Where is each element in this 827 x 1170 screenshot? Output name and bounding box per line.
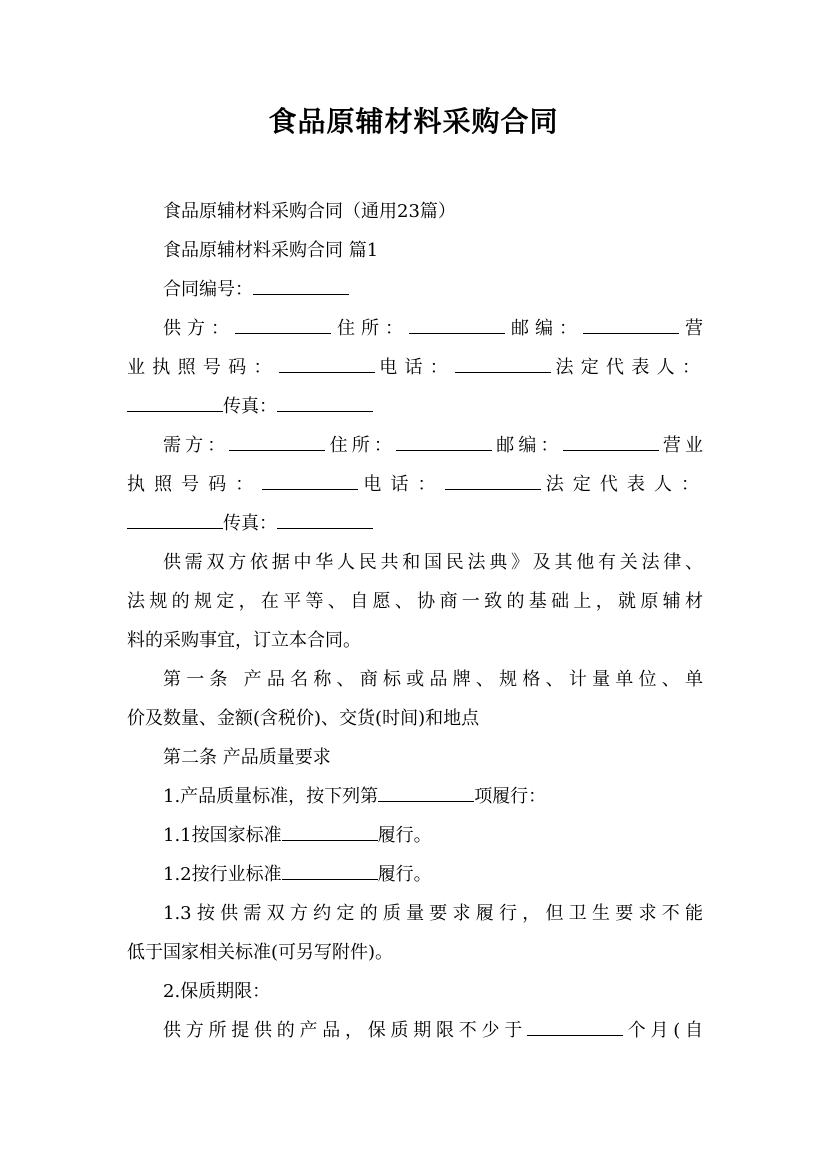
text: 1.1按国家标准 xyxy=(163,825,282,846)
fax-label: 传真： xyxy=(223,513,277,534)
postcode-label: 邮编： xyxy=(492,435,563,456)
blank xyxy=(262,472,358,490)
text: 履行。 xyxy=(377,825,432,846)
basis-line-3: 料的采购事宜，订立本合同。 xyxy=(127,630,361,651)
phone-label: 电话： xyxy=(358,474,445,495)
fax-label: 传真： xyxy=(223,396,277,417)
blank xyxy=(563,433,659,451)
address-label: 住所： xyxy=(325,435,397,456)
address-label: 住所： xyxy=(331,318,409,339)
section-heading: 食品原辅材料采购合同 篇1 xyxy=(163,240,379,261)
buyer-line-1 xyxy=(127,426,703,465)
blank xyxy=(277,394,373,412)
blank xyxy=(127,394,223,412)
legal-rep-label: 法定代表人： xyxy=(551,357,703,378)
blank xyxy=(282,823,378,841)
license-label-rest: 执照号码： xyxy=(127,474,263,495)
license-label-rest: 业执照号码： xyxy=(127,357,279,378)
supplier-line-1 xyxy=(127,309,703,348)
basis-line-2: 法规的规定，在平等、自愿、协商一致的基础上，就原辅材 xyxy=(127,591,703,612)
blank xyxy=(409,316,505,334)
shelf-life-line xyxy=(127,1011,703,1050)
agreed-standard-line-1: 1.3按供需双方约定的质量要求履行，但卫生要求不能 xyxy=(163,903,703,924)
contract-number-blank xyxy=(253,277,349,295)
license-label-part: 营 xyxy=(679,318,703,339)
industry-standard-line xyxy=(127,855,703,894)
text: 个月(自 xyxy=(622,1020,704,1041)
article-2-heading: 第二条 产品质量要求 xyxy=(163,747,331,768)
basis-line-1: 供需双方依据中华人民共和国民法典》及其他有关法律、 xyxy=(163,552,703,573)
blank xyxy=(378,784,474,802)
contract-number-line xyxy=(127,270,703,309)
legal-rep-label: 法定代表人： xyxy=(540,474,704,495)
supplier-line-3 xyxy=(127,387,703,426)
blank xyxy=(396,433,492,451)
text: 1.2按行业标准 xyxy=(163,864,282,885)
text: 履行。 xyxy=(377,864,432,885)
postcode-label: 邮编： xyxy=(505,318,583,339)
blank xyxy=(455,355,551,373)
blank xyxy=(277,511,373,529)
text: 供方所提供的产品，保质期限不少于 xyxy=(163,1020,527,1041)
contract-number-label: 合同编号： xyxy=(163,279,253,300)
phone-label: 电话： xyxy=(374,357,456,378)
text: 1.产品质量标准，按下列第 xyxy=(163,786,379,807)
agreed-standard-line-2: 低于国家相关标准(可另写附件)。 xyxy=(127,942,394,963)
blank xyxy=(583,316,679,334)
blank xyxy=(229,433,325,451)
blank xyxy=(279,355,375,373)
buyer-line-2 xyxy=(127,465,703,504)
blank xyxy=(127,511,223,529)
article-1-line-1: 第一条 产品名称、商标或品牌、规格、计量单位、单 xyxy=(163,669,703,690)
license-label-part: 营业 xyxy=(658,435,704,456)
document-title: 食品原辅材料采购合同 xyxy=(268,105,559,138)
blank xyxy=(527,1018,623,1036)
blank xyxy=(282,862,378,880)
quality-standard-line xyxy=(127,777,703,816)
document-body xyxy=(127,192,703,1050)
blank xyxy=(235,316,331,334)
buyer-line-3 xyxy=(127,504,703,543)
text: 项履行： xyxy=(474,786,547,807)
shelf-life-heading: 2.保质期限： xyxy=(163,981,271,1002)
supplier-label: 供方： xyxy=(163,318,235,339)
subtitle: 食品原辅材料采购合同（通用23篇） xyxy=(163,201,456,222)
blank xyxy=(445,472,541,490)
supplier-line-2 xyxy=(127,348,703,387)
national-standard-line xyxy=(127,816,703,855)
article-1-line-2: 价及数量、金额(含税价)、交货(时间)和地点 xyxy=(127,708,480,729)
buyer-label: 需方： xyxy=(163,435,230,456)
